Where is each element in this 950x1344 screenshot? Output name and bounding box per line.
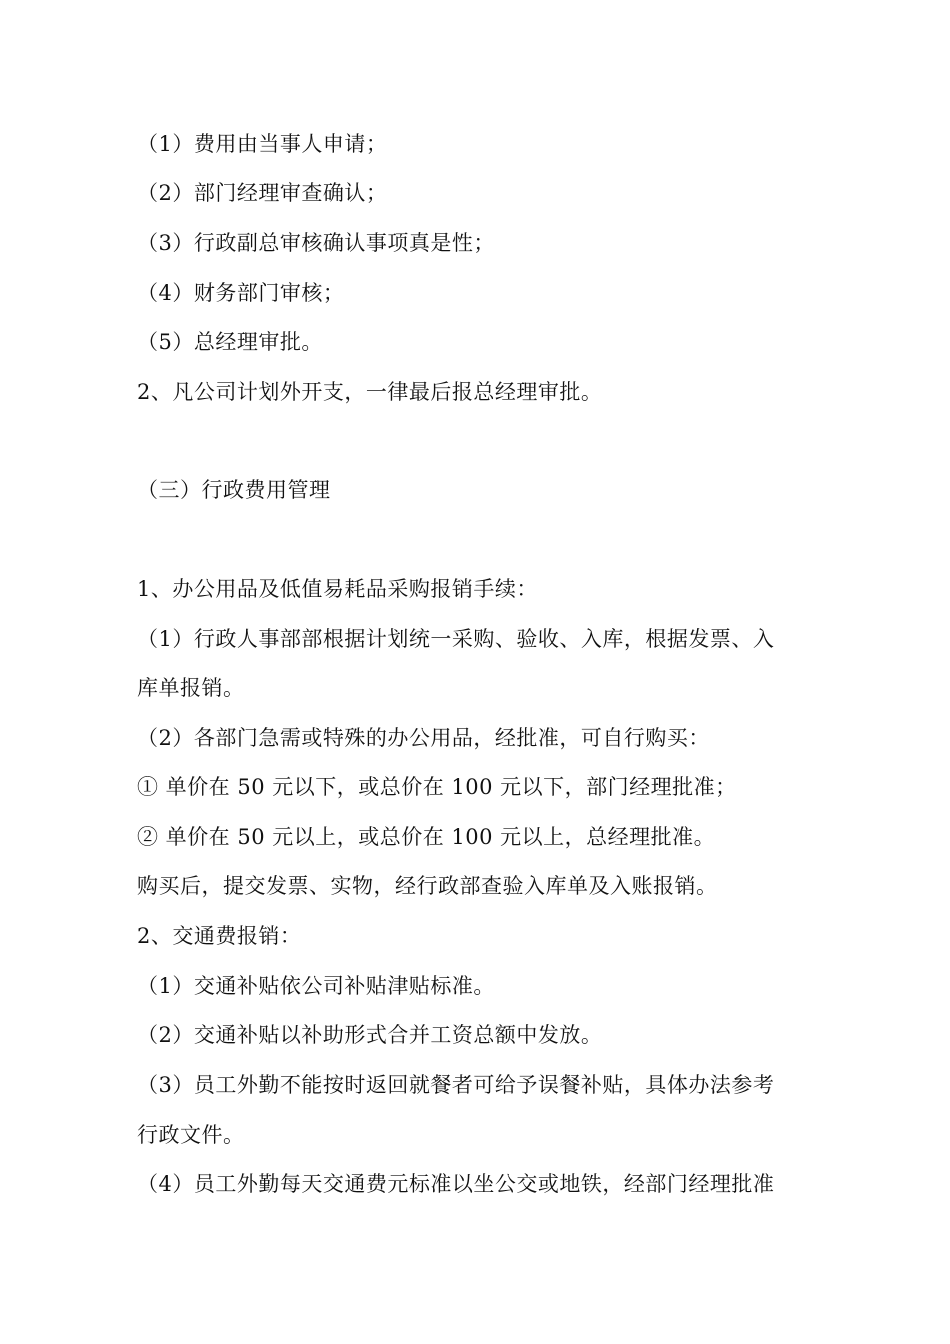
item-1-sub-1-line-2: 库单报销。 <box>137 676 245 700</box>
item-2-sub-3-line-1: （3）员工外勤不能按时返回就餐者可给予误餐补贴，具体办法参考 <box>137 1073 775 1097</box>
price-rule-2: ② 单价在 50 元以上，或总价在 100 元以上，总经理批准。 <box>137 825 716 849</box>
rule-2-text: 2、凡公司计划外开支，一律最后报总经理审批。 <box>137 380 603 404</box>
item-2-sub-2: （2）交通补贴以补助形式合并工资总额中发放。 <box>137 1023 603 1047</box>
section-heading: （三）行政费用管理 <box>137 478 331 502</box>
step-5-text: （5）总经理审批。 <box>137 330 323 354</box>
item-2-sub-4: （4）员工外勤每天交通费元标准以坐公交或地铁，经部门经理批准 <box>137 1172 775 1196</box>
price-rule-1: ① 单价在 50 元以下，或总价在 100 元以下，部门经理批准； <box>137 775 737 799</box>
item-2-heading: 2、交通费报销： <box>137 924 302 948</box>
item-2-sub-1: （1）交通补贴依公司补贴津贴标准。 <box>137 974 495 998</box>
step-4-text: （4）财务部门审核； <box>137 281 345 305</box>
step-2-text: （2）部门经理审查确认； <box>137 181 388 205</box>
purchase-note: 购买后，提交发票、实物，经行政部查验入库单及入账报销。 <box>137 874 718 898</box>
item-1-heading: 1、办公用品及低值易耗品采购报销手续： <box>137 577 538 601</box>
step-3-text: （3）行政副总审核确认事项真是性； <box>137 231 495 255</box>
step-1-text: （1）费用由当事人申请； <box>137 132 388 156</box>
item-2-sub-3-line-2: 行政文件。 <box>137 1123 245 1147</box>
item-1-sub-1-line-1: （1）行政人事部部根据计划统一采购、验收、入库，根据发票、入 <box>137 627 775 651</box>
item-1-sub-2: （2）各部门急需或特殊的办公用品，经批准，可自行购买： <box>137 726 710 750</box>
